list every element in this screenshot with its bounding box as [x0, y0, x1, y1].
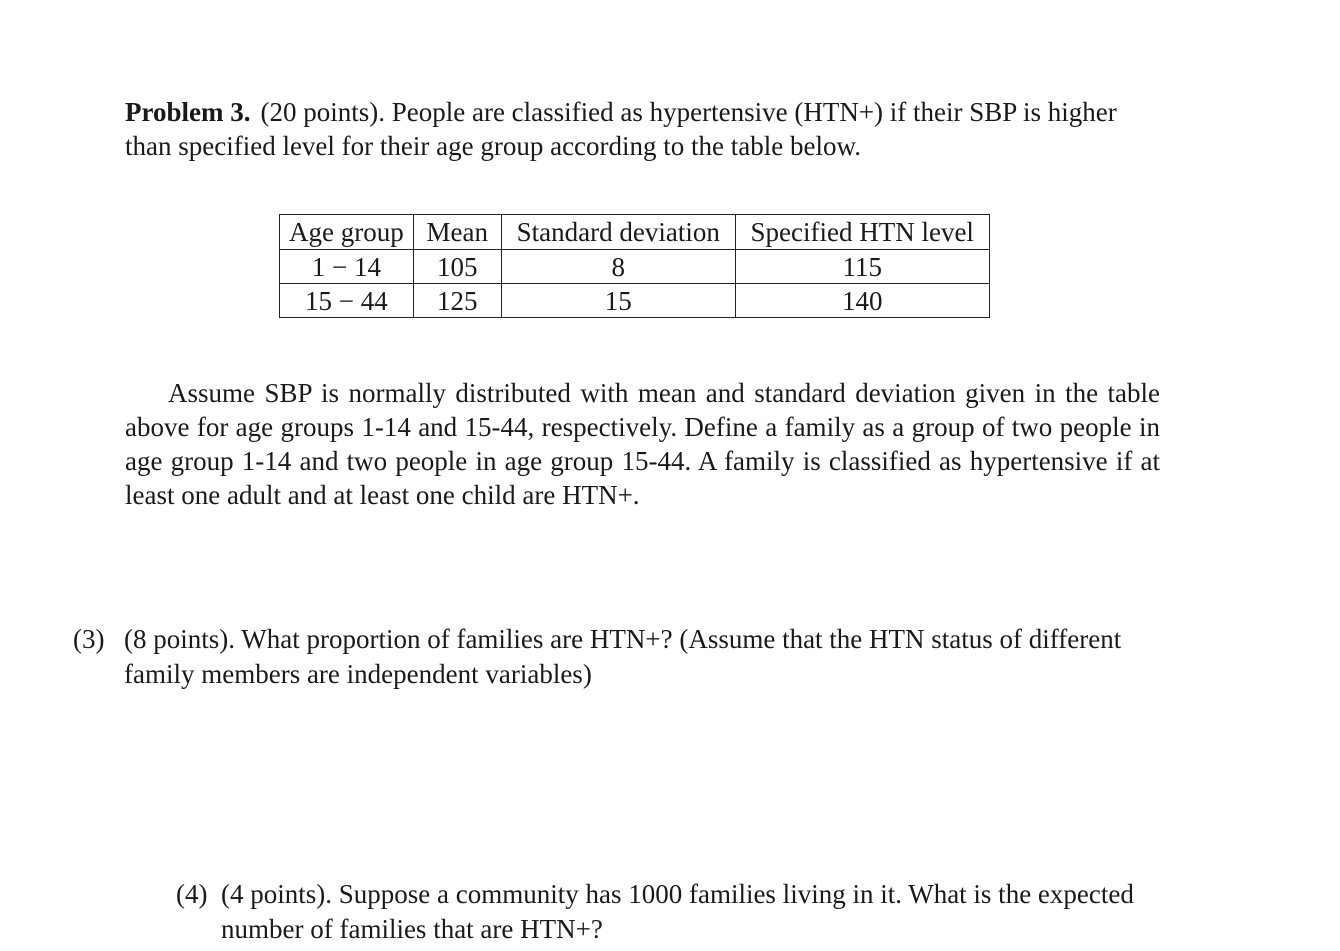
cell-standard-deviation: 8: [501, 250, 735, 284]
cell-age-group: 1 − 14: [280, 250, 414, 284]
table-header-row: [280, 215, 990, 250]
htn-table: [279, 214, 990, 318]
header-standard-deviation: Standard deviation: [501, 215, 735, 250]
table-row: [280, 250, 990, 284]
cell-age-group: 15 − 44: [280, 284, 414, 318]
problem-intro: [125, 95, 1165, 163]
problem-heading: Problem 3.: [125, 97, 251, 127]
header-htn-level: Specified HTN level: [735, 215, 989, 250]
question-number: (3): [73, 624, 105, 654]
table-row: [280, 284, 990, 318]
question-text: (8 points). What proportion of families are HTN+? (Assume that the HTN status of different family members are independent variables): [124, 624, 1122, 689]
cell-mean: 105: [413, 250, 501, 284]
cell-htn-level: 115: [735, 250, 989, 284]
problem-text: People are classified as hypertensive (HTN+) if their SBP is higher than specified level for their age group according to the table below.: [125, 97, 1117, 161]
cell-mean: 125: [413, 284, 501, 318]
question-number: (4): [176, 879, 208, 909]
cell-htn-level: 140: [735, 284, 989, 318]
header-mean: Mean: [413, 215, 501, 250]
question-text: (4 points). Suppose a community has 1000 families living in it. What is the expected number of families that are HTN+?: [221, 879, 1134, 944]
header-age-group: Age group: [280, 215, 414, 250]
question-3: [73, 622, 1173, 697]
cell-standard-deviation: 15: [501, 284, 735, 318]
question-4: [176, 877, 1176, 949]
problem-points: (20 points).: [260, 97, 385, 127]
assumption-paragraph: Assume SBP is normally distributed with mean and standard deviation given in the table above for age groups 1-14 and 15-44, respectively. Define a family as a group of two people in age group 1-14 and two people in age group 15-44. A family is classified as hypertensive if at least one adult and at least one child are HTN+.: [125, 378, 1160, 510]
